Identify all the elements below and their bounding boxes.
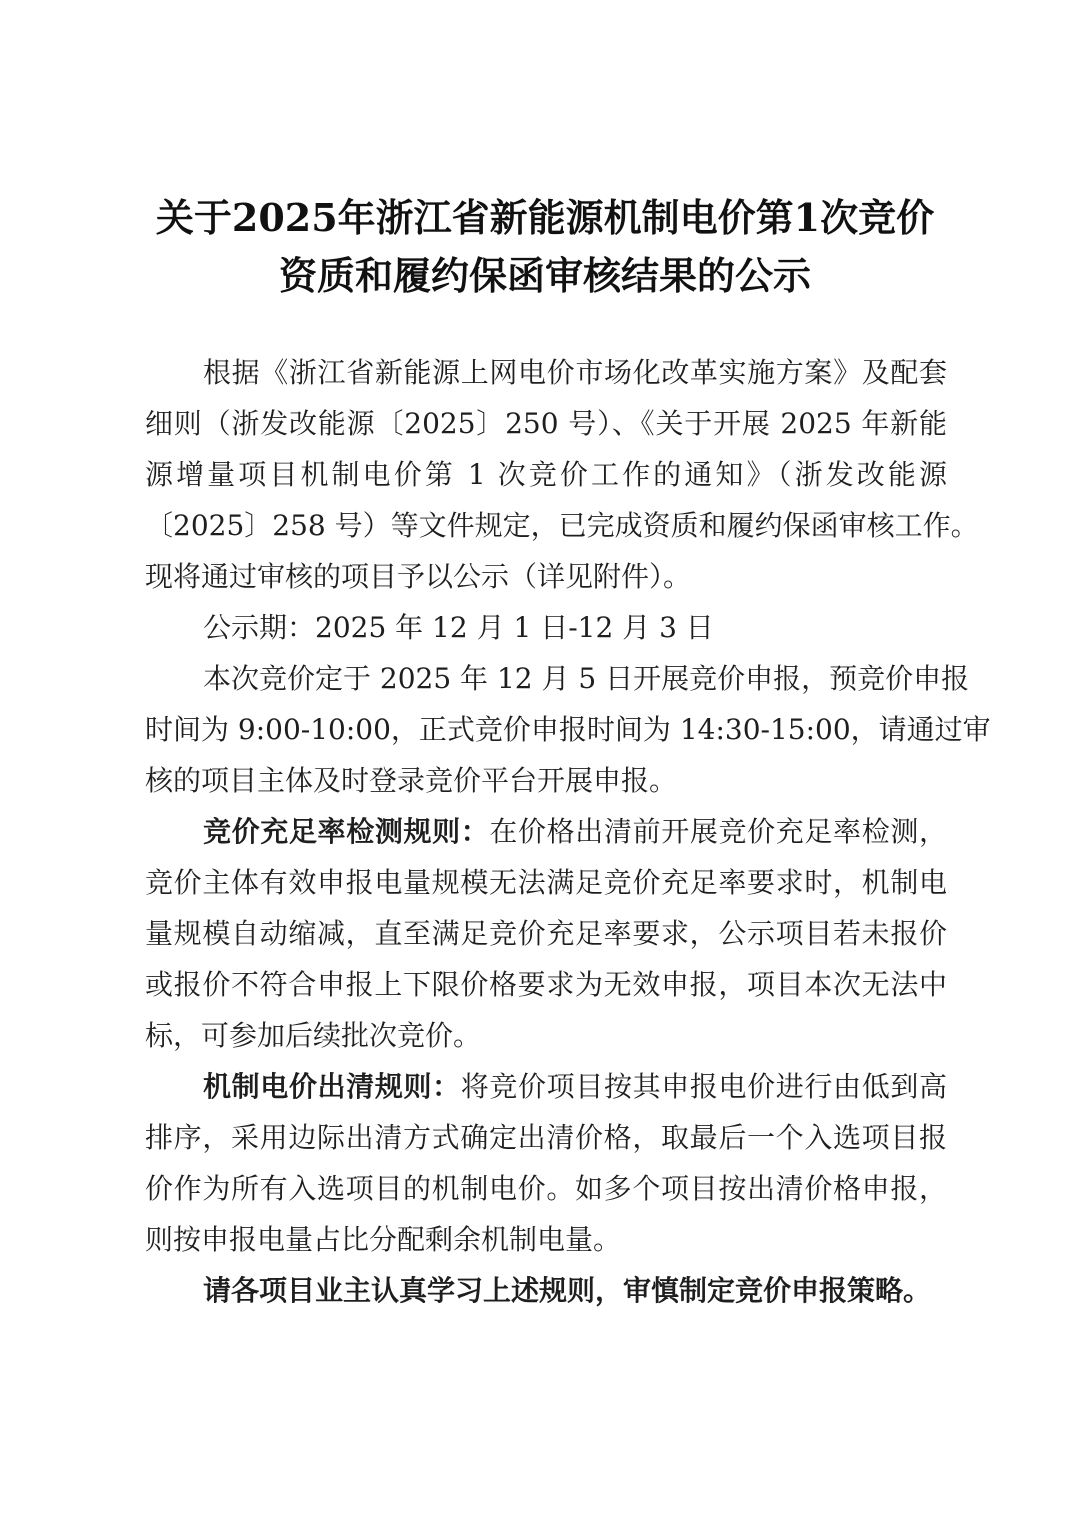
clearing-rule-text: 将竞价项目按其申报电价进行由低到高 [460, 1070, 947, 1103]
paragraph-line: 源增量项目机制电价第 1 次竞价工作的通知》（浙发改能源 [145, 458, 947, 491]
adequacy-rule-heading: 竞价充足率检测规则： [203, 815, 490, 848]
paragraph-bidding-schedule [145, 653, 991, 806]
paragraph-line [145, 806, 947, 857]
paragraph-line: 核的项目主体及时登录竞价平台开展申报。 [145, 764, 678, 797]
paragraph-line: 根据《浙江省新能源上网电价市场化改革实施方案》及配套 [203, 356, 947, 389]
paragraph-basis [145, 347, 979, 602]
paragraph-line: 〔2025〕258 号）等文件规定，已完成资质和履约保函审核工作。 [145, 509, 979, 542]
paragraph-line: 细则（浙发改能源〔2025〕250 号）、《关于开展 2025 年新能 [145, 407, 947, 440]
paragraph-line: 标，可参加后续批次竞价。 [145, 1019, 482, 1052]
document-body [145, 347, 991, 1316]
paragraph-clearing-rule [145, 1061, 947, 1265]
adequacy-rule-text: 在价格出清前开展竞价充足率检测， [489, 815, 947, 848]
paragraph-line: 时间为 9:00-10:00，正式竞价申报时间为 14:30-15:00，请通过审 [145, 713, 991, 746]
paragraph-line: 竞价主体有效申报电量规模无法满足竞价充足率要求时，机制电 [145, 866, 947, 899]
publicity-period-text: 公示期：2025 年 12 月 1 日-12 月 3 日 [203, 611, 714, 644]
paragraph-closing [145, 1265, 947, 1316]
document-title [140, 190, 950, 304]
paragraph-line: 现将通过审核的项目予以公示（详见附件）。 [145, 560, 692, 593]
paragraph-line: 本次竞价定于 2025 年 12 月 5 日开展竞价申报，预竞价申报 [203, 662, 970, 695]
title-line-1: 关于2025年浙江省新能源机制电价第1次竞价 [155, 195, 935, 240]
paragraph-line: 则按申报电量占比分配剩余机制电量。 [145, 1223, 622, 1256]
clearing-rule-heading: 机制电价出清规则： [203, 1070, 461, 1103]
paragraph-publicity-period [145, 602, 947, 653]
paragraph-line [145, 1061, 947, 1112]
paragraph-line: 量规模自动缩减，直至满足竞价充足率要求，公示项目若未报价 [145, 917, 947, 950]
closing-statement: 请各项目业主认真学习上述规则，审慎制定竞价申报策略。 [203, 1274, 932, 1307]
paragraph-line: 价作为所有入选项目的机制电价。如多个项目按出清价格申报， [145, 1172, 947, 1205]
title-line-2: 资质和履约保函审核结果的公示 [278, 253, 811, 298]
paragraph-line: 或报价不符合申报上下限价格要求为无效申报，项目本次无法中 [145, 968, 947, 1001]
paragraph-adequacy-rule [145, 806, 947, 1061]
paragraph-line: 排序，采用边际出清方式确定出清价格，取最后一个入选项目报 [145, 1121, 947, 1154]
